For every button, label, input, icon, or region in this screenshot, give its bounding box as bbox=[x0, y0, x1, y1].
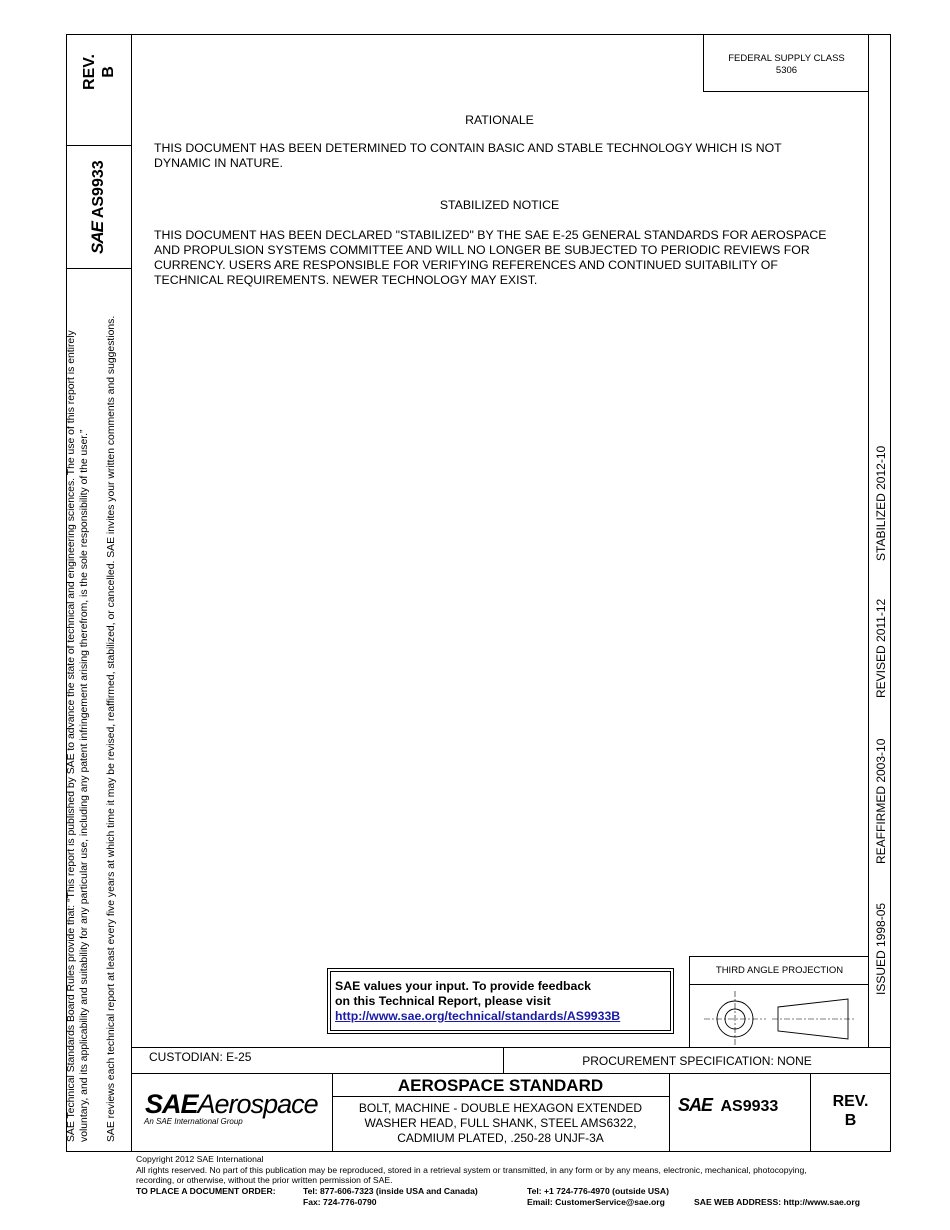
revised-block bbox=[874, 599, 888, 698]
footer bbox=[136, 1154, 926, 1186]
projection-symbol-icon bbox=[690, 985, 869, 1049]
stabilized-notice-title: STABILIZED NOTICE bbox=[439, 198, 560, 212]
feedback-line-1: SAE values your input. To provide feedback bbox=[335, 979, 592, 993]
stabilized-date: STABILIZED 2012-10 bbox=[874, 445, 888, 561]
left-rev-value: B bbox=[100, 66, 117, 78]
desc-line-1: BOLT, MACHINE - DOUBLE HEXAGON EXTENDED bbox=[358, 1101, 643, 1115]
notice-line-2: AND PROPULSION SYSTEMS COMMITTEE AND WILL NO LONGER BE SUBJECTED TO PERIODIC REVIEWS FOR bbox=[154, 243, 810, 257]
title-rev-label: REV. bbox=[832, 1093, 869, 1110]
title-block-div-2 bbox=[669, 1073, 670, 1152]
title-block-top-rule bbox=[131, 1047, 891, 1048]
title-underline bbox=[332, 1096, 669, 1097]
notice-line-1: THIS DOCUMENT HAS BEEN DECLARED "STABILIZED" BY THE SAE E-25 GENERAL STANDARDS FOR AEROSPACE bbox=[154, 228, 827, 242]
footer-rights-1: All rights reserved. No part of this publication may be reproduced, stored in a retrieval system or transmitted, in any form or by any means, electronic, mechanical, photocopying, bbox=[136, 1164, 807, 1175]
issued-date: ISSUED 1998-05 bbox=[874, 902, 888, 995]
sae-aerospace-logo bbox=[145, 1089, 318, 1126]
left-disclaimer bbox=[65, 330, 91, 1142]
sae-logo: SAE bbox=[88, 222, 107, 254]
title-rev-value: B bbox=[844, 1112, 857, 1129]
disclaimer-line-3: SAE reviews each technical report at least every five years at which time it may be revised, reaffirmed, stabilized, or cancelled. SAE invites your written comments and suggestions. bbox=[106, 315, 117, 1142]
disclaimer-line-1: SAE Technical Standards Board Rules provide that: “This report is published by SAE to advance the state of technical and engineering sciences. The use of this report is entirely bbox=[66, 330, 77, 1142]
supply-class-label: FEDERAL SUPPLY CLASS bbox=[728, 53, 845, 64]
left-doc-number: AS9933 bbox=[90, 160, 107, 219]
footer-rights-2: recording, or otherwise, without the prior written permission of SAE. bbox=[136, 1175, 393, 1185]
notice-line-3: CURRENCY. USERS ARE RESPONSIBLE FOR VERIFYING REFERENCES AND CONTINUED SUITABILITY OF bbox=[154, 258, 778, 272]
stabilized-notice-body bbox=[154, 228, 864, 288]
title-doc-number: AS9933 bbox=[720, 1098, 779, 1115]
projection-box bbox=[689, 956, 869, 1048]
feedback-line-2: on this Technical Report, please visit bbox=[335, 994, 551, 1008]
brand-sae: SAE bbox=[145, 1089, 198, 1119]
left-strip-rule-2 bbox=[66, 268, 131, 269]
notice-line-4: TECHNICAL REQUIREMENTS. NEWER TECHNOLOGY MAY EXIST. bbox=[154, 273, 538, 287]
title-block-mid-rule bbox=[131, 1073, 891, 1074]
brand-aerospace: Aerospace bbox=[197, 1089, 318, 1119]
footer-web: SAE WEB ADDRESS: http://www.sae.org bbox=[694, 1197, 860, 1207]
left-review-note bbox=[105, 316, 118, 1142]
desc-line-3: CADMIUM PLATED, .250-28 UNJF-3A bbox=[397, 1131, 604, 1145]
title-rev-block bbox=[810, 1092, 891, 1130]
revised-date: REVISED 2011-12 bbox=[874, 598, 888, 698]
left-rev-label: REV. bbox=[81, 54, 98, 90]
procurement-label: PROCUREMENT SPECIFICATION: NONE bbox=[582, 1054, 812, 1068]
footer-tel-us: Tel: 877-606-7323 (inside USA and Canada) bbox=[303, 1186, 478, 1196]
supply-class-box bbox=[703, 34, 869, 92]
footer-copyright: Copyright 2012 SAE International bbox=[136, 1154, 264, 1164]
footer-order-label: TO PLACE A DOCUMENT ORDER: bbox=[136, 1186, 276, 1196]
custodian-label: CUSTODIAN: E-25 bbox=[149, 1050, 252, 1064]
footer-tel-intl: Tel: +1 724-776-4970 (outside USA) bbox=[527, 1186, 669, 1196]
standard-title: AEROSPACE STANDARD bbox=[397, 1076, 604, 1095]
disclaimer-line-2: voluntary, and its applicability and suitability for any particular use, including any patent infringement arising therefrom, is the sole responsibility of the user.” bbox=[79, 429, 90, 1142]
footer-email: Email: CustomerService@sae.org bbox=[527, 1197, 665, 1207]
feedback-box bbox=[327, 968, 674, 1034]
left-doc-id bbox=[88, 160, 108, 254]
brand-subtitle: An SAE International Group bbox=[144, 1117, 243, 1126]
reaffirmed-date: REAFFIRMED 2003-10 bbox=[874, 738, 888, 864]
rationale-line-2: DYNAMIC IN NATURE. bbox=[154, 156, 283, 170]
rationale-title: RATIONALE bbox=[465, 113, 534, 127]
history-dates bbox=[874, 903, 888, 995]
title-sae-logo: SAE bbox=[678, 1095, 713, 1115]
reaffirmed-block bbox=[874, 739, 888, 864]
projection-label: THIRD ANGLE PROJECTION bbox=[715, 965, 844, 976]
title-description bbox=[332, 1101, 669, 1146]
rationale-body bbox=[154, 141, 859, 171]
supply-class-value: 5306 bbox=[775, 65, 798, 76]
footer-fax: Fax: 724-776-0790 bbox=[303, 1197, 377, 1207]
left-strip-rule-1 bbox=[66, 145, 131, 146]
desc-line-2: WASHER HEAD, FULL SHANK, STEEL AMS6322, bbox=[364, 1116, 637, 1130]
title-doc-id bbox=[678, 1095, 778, 1116]
feedback-link[interactable]: http://www.sae.org/technical/standards/AS9933B bbox=[335, 1009, 621, 1023]
stabilized-block bbox=[874, 446, 888, 561]
rationale-line-1: THIS DOCUMENT HAS BEEN DETERMINED TO CONTAIN BASIC AND STABLE TECHNOLOGY WHICH IS NOT bbox=[154, 141, 782, 155]
left-rev-block bbox=[80, 32, 118, 112]
right-strip-divider bbox=[868, 34, 869, 1048]
